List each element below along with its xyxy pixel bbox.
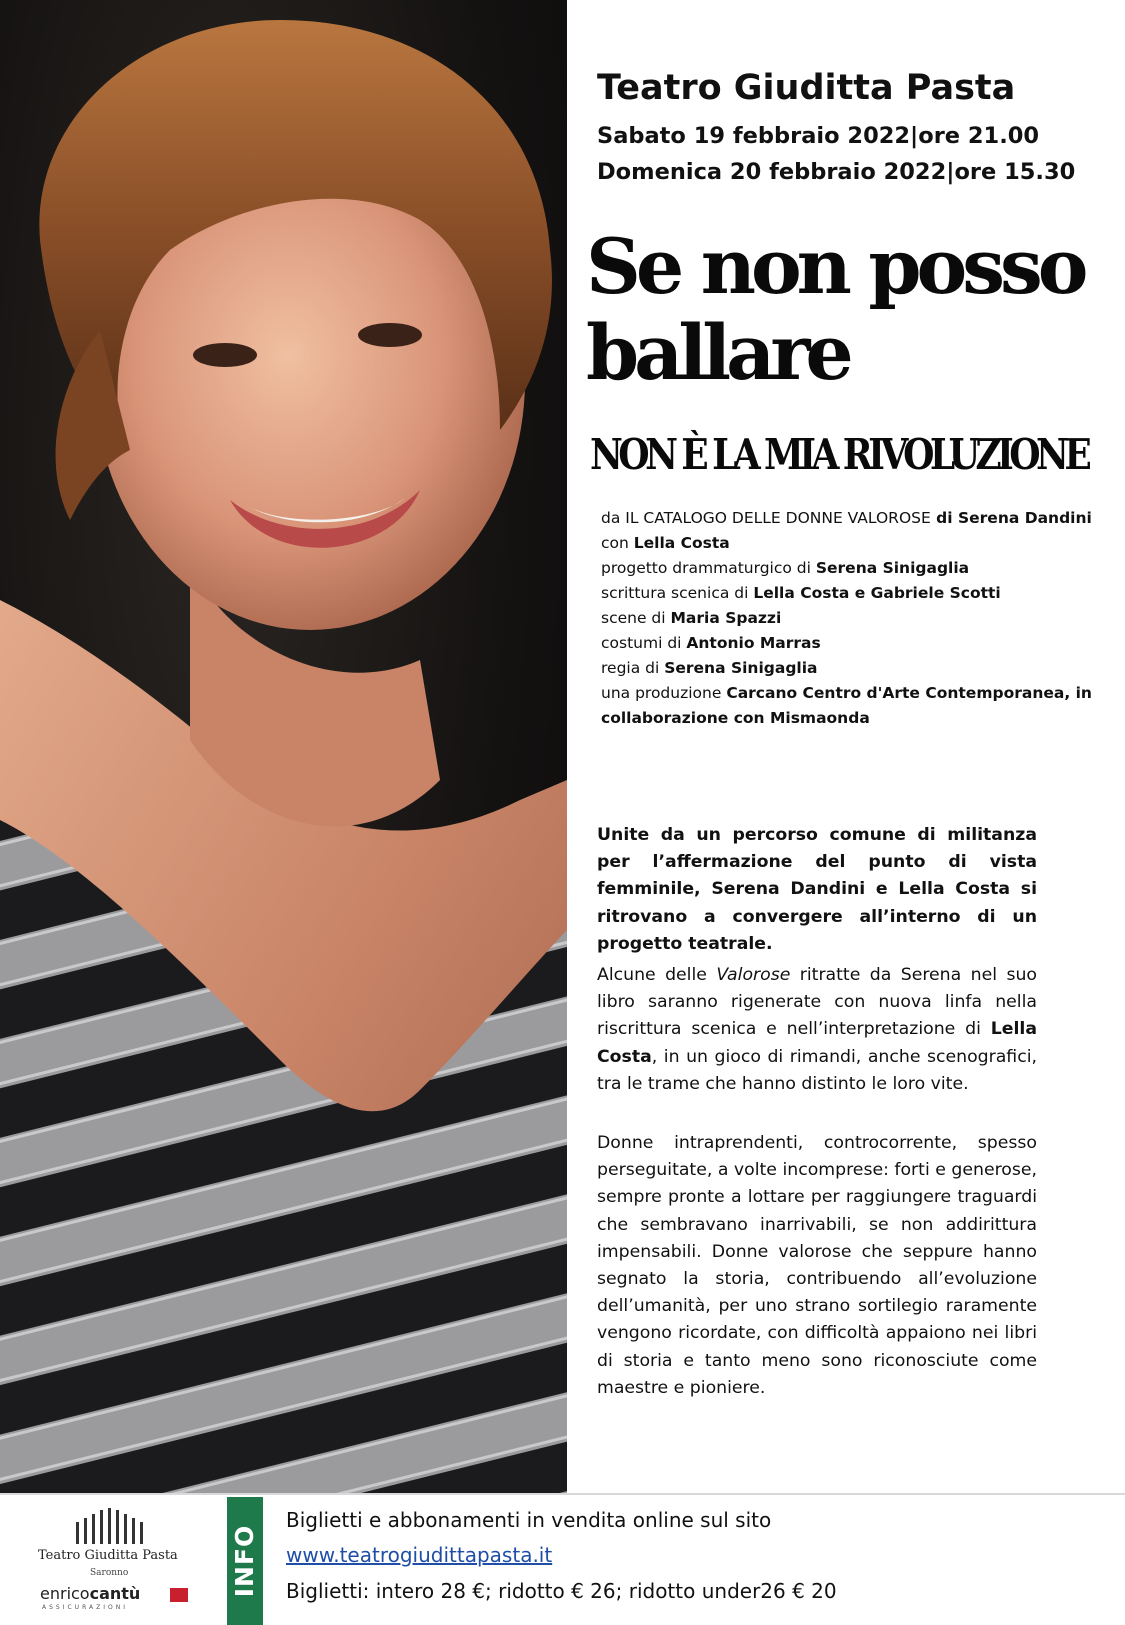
- theatre-logo-name: Teatro Giuditta Pasta: [38, 1548, 178, 1563]
- p2-text-b: ritratte da Serena nel suo libro saranno rigenerate con nuova linfa nella riscrittura scenica e nell’interpretazione di: [597, 965, 1037, 1040]
- credit-sets: [601, 606, 1101, 631]
- credit-production-prefix: una produzione: [601, 684, 727, 702]
- description-paragraph-2: [597, 962, 1037, 1098]
- credit-source-author: Serena Dandini: [957, 509, 1092, 527]
- sponsor-name-light: enrico: [40, 1584, 90, 1603]
- p2-bold: Lella Costa: [597, 1019, 1037, 1067]
- venue-name: Teatro Giuditta Pasta: [597, 68, 1016, 108]
- credit-costumes: [601, 631, 1101, 656]
- ticket-prices: Biglietti: intero 28 €; ridotto € 26; ridotto under26 € 20: [286, 1579, 837, 1603]
- credit-direction: [601, 656, 1101, 681]
- credit-dramaturgy-prefix: progetto drammaturgico di: [601, 559, 816, 577]
- description-paragraph-3: Donne intraprendenti, controcorrente, spesso perseguitate, a volte incomprese: forti e generose, sempre pronte a lottare per raggiungere traguardi che sembravano inarrivabili, se non addirittura impensabili. Donne valorose che seppure hanno segnato la storia, contribuendo all’evoluzione dell’umanità, per uno strano sortilegio raramente vengono ricordate, con difficoltà appaiono nei libri di storia e tanto meno sono riconosciute come maestre e pioniere.: [597, 1133, 1037, 1398]
- theatre-logo-icon: [74, 1508, 154, 1544]
- credit-costumes-value: Antonio Marras: [686, 634, 821, 652]
- sponsor-logo: [40, 1584, 140, 1603]
- credit-cast-value: Lella Costa: [633, 534, 730, 552]
- portrait-photo: [0, 0, 567, 1493]
- credit-sets-value: Maria Spazzi: [670, 609, 782, 627]
- show-subtitle: NON È LA MIA RIVOLUZIONE: [590, 430, 1088, 480]
- show-title: [586, 224, 1106, 396]
- performance-date-2: Domenica 20 febbraio 2022|ore 15.30: [597, 159, 1076, 185]
- credit-dramaturgy-value: Serena Sinigaglia: [815, 559, 970, 577]
- performance-date-1: Sabato 19 febbraio 2022|ore 21.00: [597, 123, 1040, 149]
- portrait-illustration: [0, 0, 567, 1493]
- credit-cast-prefix: con: [601, 534, 634, 552]
- credit-production-value: Carcano Centro d'Arte Contemporanea, in collaborazione con Mismaonda: [601, 684, 1092, 727]
- website-link[interactable]: www.teatrogiudittapasta.it: [286, 1543, 553, 1567]
- theatre-logo: [30, 1508, 190, 1618]
- info-bar: [227, 1497, 263, 1625]
- credit-sets-prefix: scene di: [601, 609, 671, 627]
- tickets-sale-info: Biglietti e abbonamenti in vendita online sul sito: [286, 1508, 772, 1532]
- credit-source-mid: di: [930, 509, 958, 527]
- info-label: INFO: [230, 1524, 259, 1598]
- p2-italic: Valorose: [716, 965, 791, 985]
- theatre-logo-city: Saronno: [90, 1568, 129, 1578]
- credit-source: [601, 506, 1101, 531]
- credit-cast: [601, 531, 1101, 556]
- credits-block: [601, 506, 1101, 731]
- credit-production: [601, 681, 1101, 731]
- credit-writing-value: Lella Costa e Gabriele Scotti: [753, 584, 1001, 602]
- sponsor-name-bold: cantù: [89, 1584, 141, 1603]
- credit-direction-value: Serena Sinigaglia: [664, 659, 818, 677]
- credit-costumes-prefix: costumi di: [601, 634, 687, 652]
- show-title-line-1: Se non posso: [586, 222, 1084, 311]
- show-title-line-2: ballare: [586, 308, 849, 397]
- sponsor-subtitle: ASSICURAZIONI: [42, 1604, 128, 1611]
- p2-text-c: , in un gioco di rimandi, anche scenografici, tra le trame che hanno distinto le loro vite.: [597, 1046, 1037, 1094]
- p2-text-a: Alcune delle: [597, 965, 717, 985]
- credit-direction-prefix: regia di: [601, 659, 665, 677]
- footer-divider: [0, 1493, 1125, 1495]
- description-paragraph-1: Unite da un percorso comune di militanza per l’affermazione del punto di vista femminile, Serena Dandini e Lella Costa si ritrovano a convergere all’interno di un progetto teatrale.: [597, 825, 1037, 954]
- sponsor-badge-icon: [170, 1588, 188, 1602]
- credit-source-prefix: da IL CATALOGO DELLE DONNE VALOROSE: [601, 509, 931, 527]
- credit-writing: [601, 581, 1101, 606]
- credit-dramaturgy: [601, 556, 1101, 581]
- credit-writing-prefix: scrittura scenica di: [601, 584, 754, 602]
